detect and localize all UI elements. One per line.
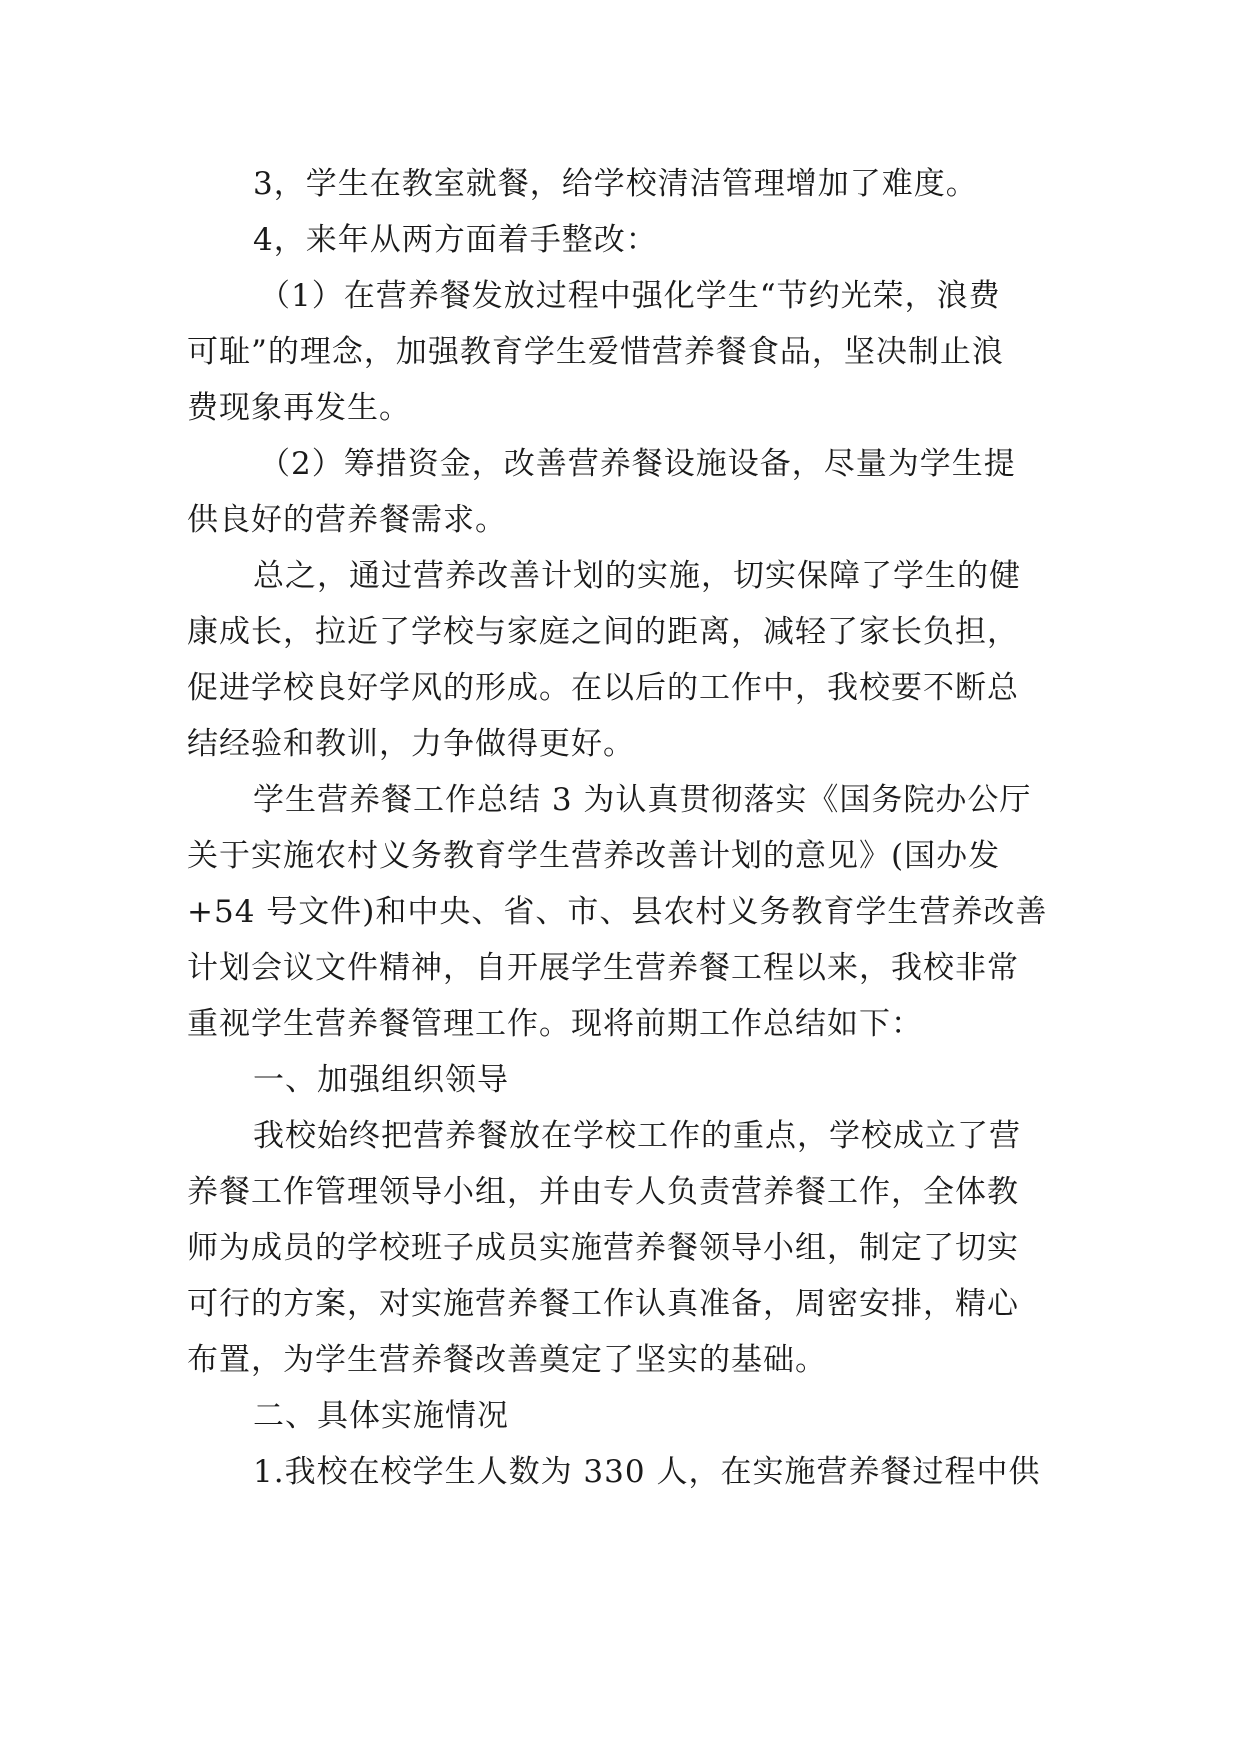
text-line: 供良好的营养餐需求。 bbox=[187, 502, 507, 538]
text-line: （2）筹措资金，改善营养餐设施设备，尽量为学生提 bbox=[259, 446, 1016, 482]
text-line: 结经验和教训，力争做得更好。 bbox=[187, 726, 635, 762]
text-line: 可耻”的理念，加强教育学生爱惜营养餐食品，坚决制止浪 bbox=[187, 334, 1004, 370]
text-line: 总之，通过营养改善计划的实施，切实保障了学生的健 bbox=[253, 558, 1021, 594]
text-line: 费现象再发生。 bbox=[187, 390, 411, 426]
text-line: 布置，为学生营养餐改善奠定了坚实的基础。 bbox=[187, 1342, 827, 1378]
text-line: 促进学校良好学风的形成。在以后的工作中，我校要不断总 bbox=[187, 670, 1019, 706]
text-line: 4，来年从两方面着手整改： bbox=[253, 222, 658, 258]
section-heading: 一、加强组织领导 bbox=[253, 1062, 509, 1098]
text-line: 养餐工作管理领导小组，并由专人负责营养餐工作，全体教 bbox=[187, 1174, 1019, 1210]
text-line: （1）在营养餐发放过程中强化学生“节约光荣，浪费 bbox=[259, 278, 1001, 314]
text-line: 学生营养餐工作总结 3 为认真贯彻落实《国务院办公厅 bbox=[253, 782, 1032, 818]
section-heading: 二、具体实施情况 bbox=[253, 1398, 509, 1434]
text-line: 康成长，拉近了学校与家庭之间的距离，减轻了家长负担， bbox=[187, 614, 1019, 650]
text-line: 关于实施农村义务教育学生营养改善计划的意见》(国办发 bbox=[187, 838, 1001, 874]
text-line: +54 号文件)和中央、省、市、县农村义务教育学生营养改善 bbox=[187, 894, 1048, 930]
text-line: 计划会议文件精神，自开展学生营养餐工程以来，我校非常 bbox=[187, 950, 1019, 986]
text-line: 师为成员的学校班子成员实施营养餐领导小组，制定了切实 bbox=[187, 1230, 1019, 1266]
text-line: 重视学生营养餐管理工作。现将前期工作总结如下： bbox=[187, 1006, 923, 1042]
text-line: 3，学生在教室就餐，给学校清洁管理增加了难度。 bbox=[253, 166, 978, 202]
text-line: 可行的方案，对实施营养餐工作认真准备，周密安排，精心 bbox=[187, 1286, 1019, 1322]
text-line: 我校始终把营养餐放在学校工作的重点，学校成立了营 bbox=[253, 1118, 1021, 1154]
text-line: 1.我校在校学生人数为 330 人，在实施营养餐过程中供 bbox=[253, 1454, 1041, 1490]
